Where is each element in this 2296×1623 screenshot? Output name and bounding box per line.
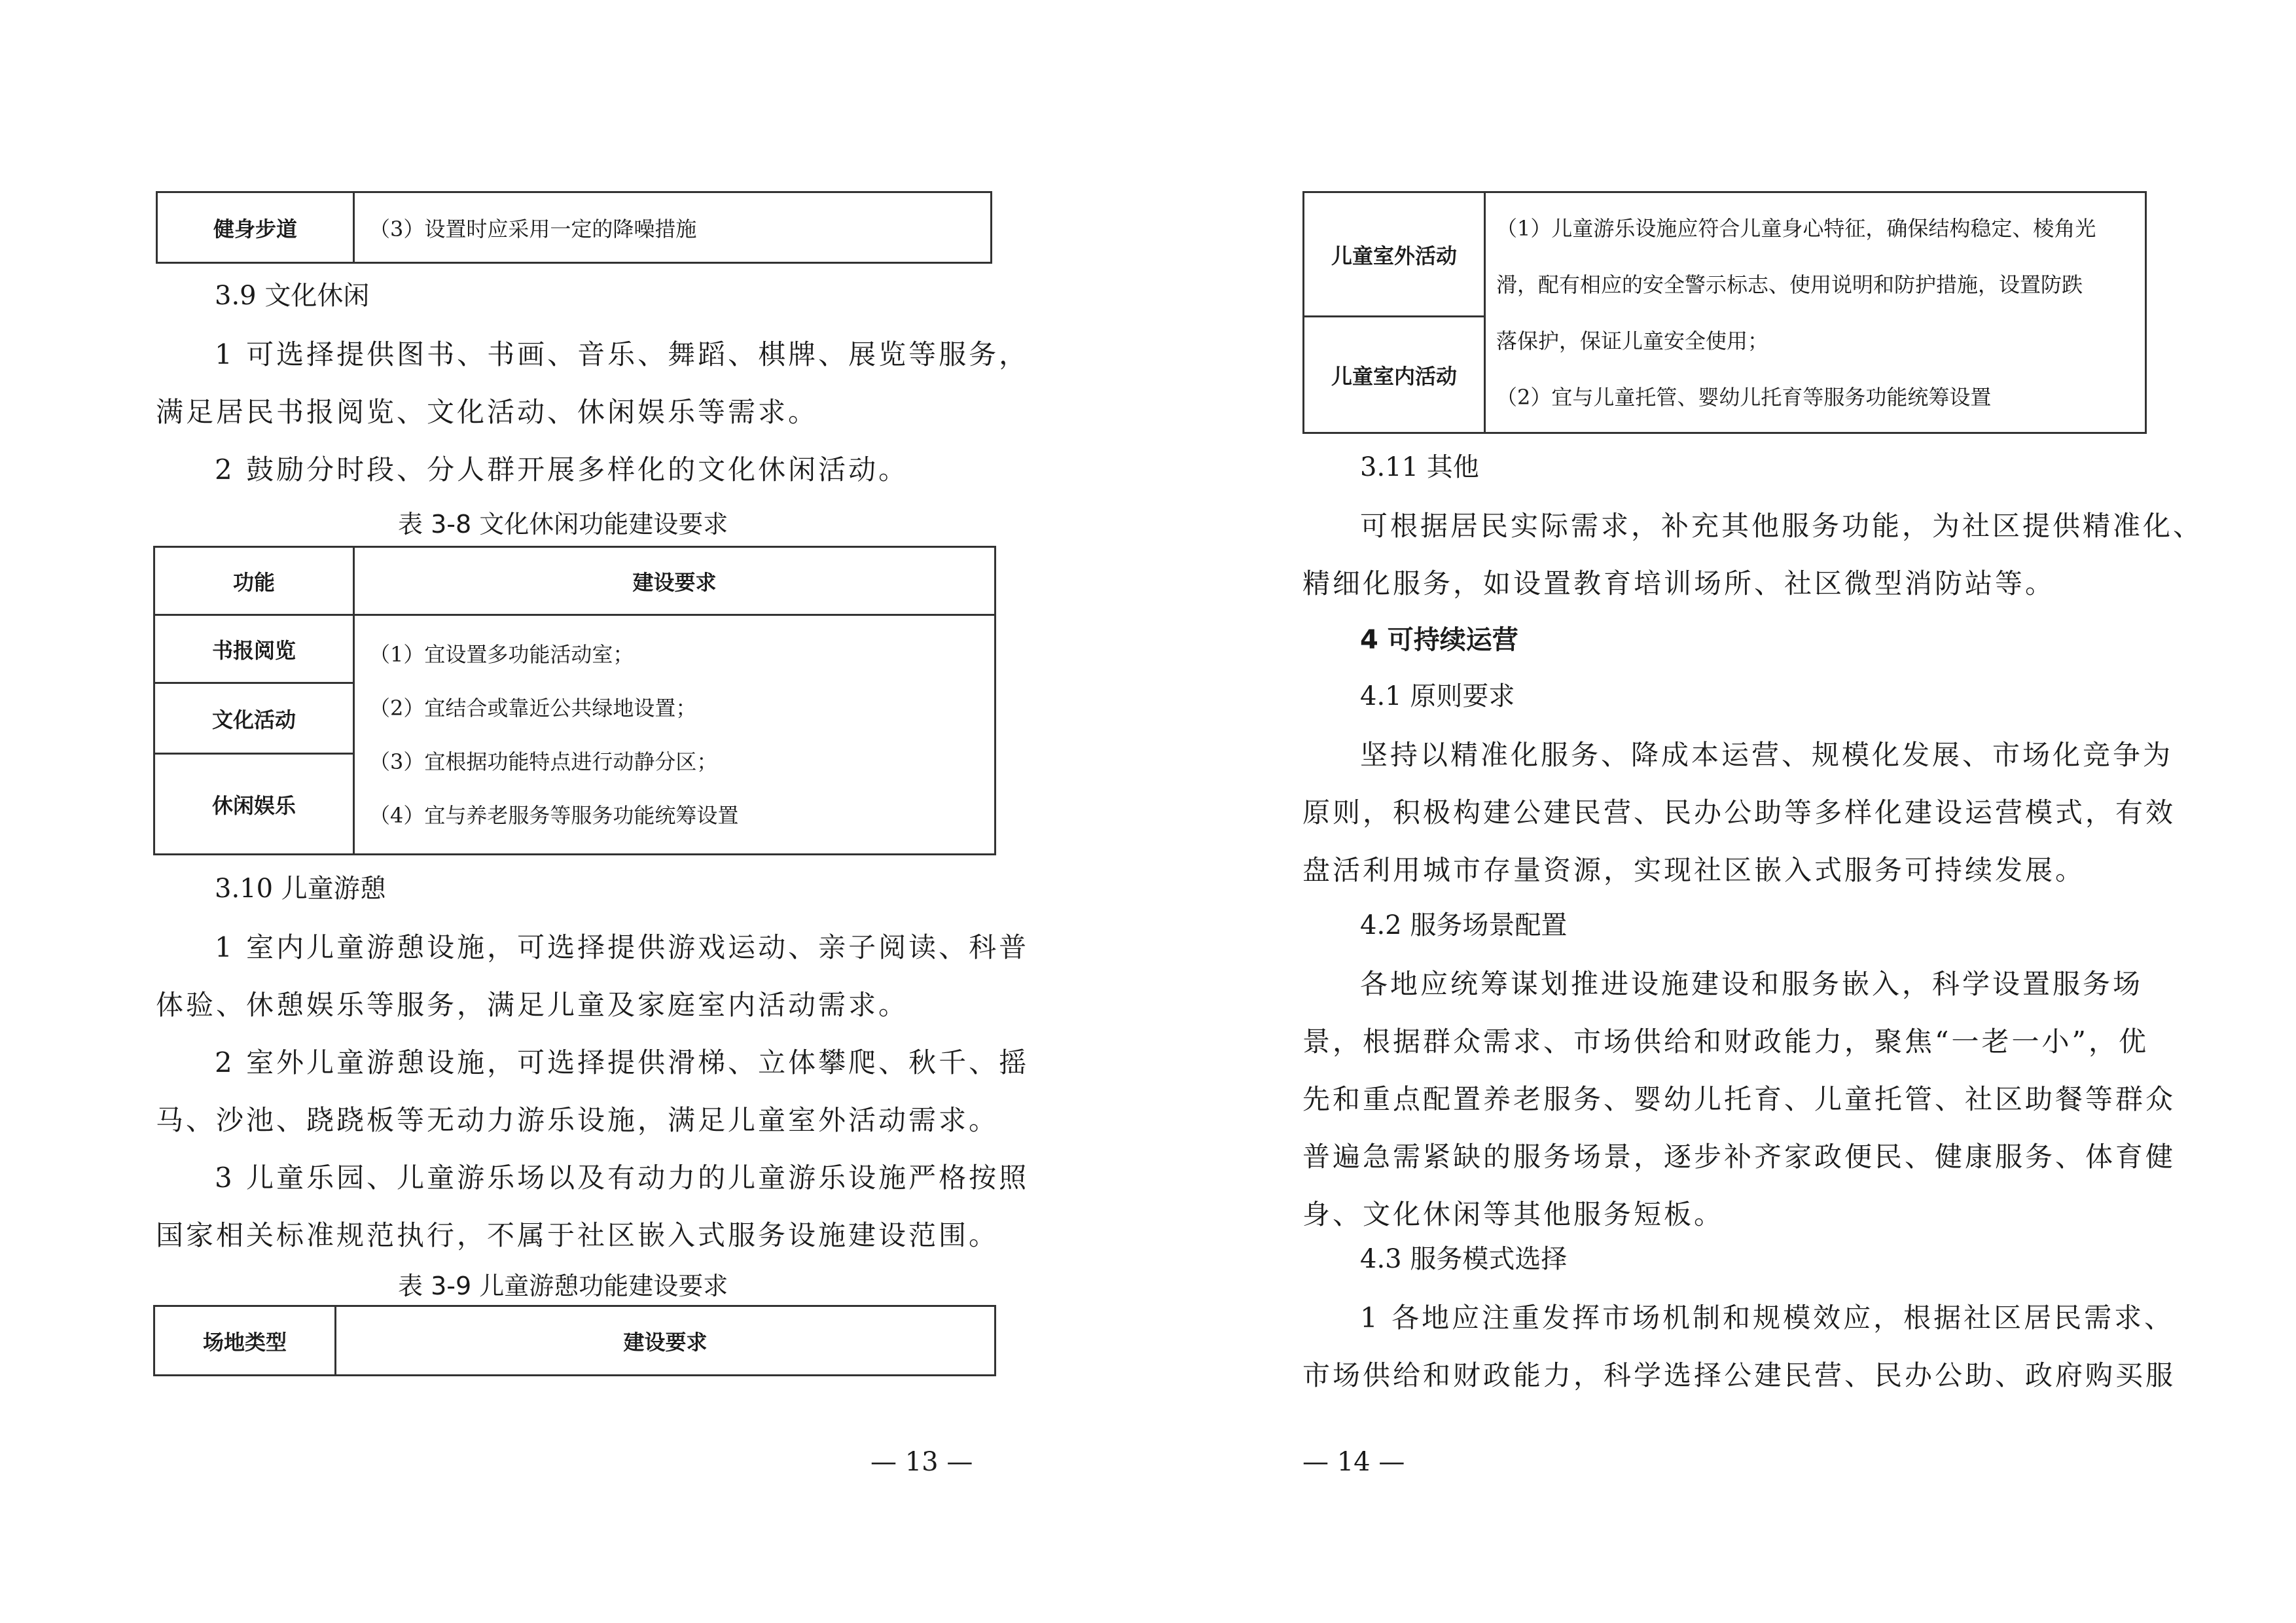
text-line: 3 儿童乐园、儿童游乐场以及有动力的儿童游乐设施严格按照 [215,1162,1030,1194]
text-line: 普遍急需紧缺的服务场景，逐步补齐家政便民、健康服务、体育健 [1302,1141,2176,1173]
text-line: 马、沙池、跷跷板等无动力游乐设施，满足儿童室外活动需求。 [156,1104,999,1136]
paragraph-4-3 [1360,1289,2174,1347]
table-header-row [154,547,996,615]
paragraph-4-2-cont [1302,1013,2176,1243]
table-header-row [154,1306,996,1376]
paragraph-4-2 [1360,955,2143,1013]
requirement-line: 落保护，保证儿童安全使用； [1496,328,1769,353]
table-row [154,615,996,683]
text-line: 1 各地应注重发挥市场机制和规模效应，根据社区居民需求、 [1360,1302,2175,1334]
text-line: 精细化服务，如设置教育培训场所、社区微型消防站等。 [1302,567,2056,599]
header-requirement: 建设要求 [354,547,996,615]
paragraph-4-3-cont [1302,1347,2176,1404]
header-site-type: 场地类型 [154,1306,336,1376]
text-line: 原则，积极构建公建民营、民办公助等多样化建设运营模式，有效 [1302,796,2176,829]
function-cell: 儿童室内活动 [1304,317,1485,433]
fitness-trail-table [156,191,992,264]
header-function: 功能 [154,547,354,615]
requirement-line: （2）宜与儿童托管、婴幼儿托育等服务功能统筹设置 [1496,384,1992,410]
section-heading-4-2: 4.2 服务场景配置 [1360,910,1568,940]
text-line: 景，根据群众需求、市场供给和财政能力，聚焦“一老一小”，优 [1302,1026,2149,1058]
paragraph-4-1 [1360,726,2173,784]
section-heading-3-10: 3.10 儿童游憩 [215,874,386,904]
paragraph-3-9-1-cont [156,383,818,441]
section-heading-3-9: 3.9 文化休闲 [215,281,370,311]
paragraph-3-10-1 [215,919,1029,976]
table-3-9 [153,1305,996,1376]
table-3-8 [153,546,996,855]
requirement-item: （4）宜与养老服务等服务功能统筹设置 [369,802,739,828]
requirements-cell [354,615,996,855]
paragraph-3-9-2 [215,441,908,499]
text-line: 市场供给和财政能力，科学选择公建民营、民办公助、政府购买服 [1302,1359,2176,1391]
requirement-line: （1）儿童游乐设施应符合儿童身心特征，确保结构稳定、棱角光 [1496,215,2096,241]
text-line: 身、文化休闲等其他服务短板。 [1302,1198,1725,1230]
page-number: — 13 — [870,1447,973,1477]
function-cell: 文化活动 [154,683,354,754]
paragraph-3-11-cont [1302,555,2055,613]
paragraph-3-11 [1360,497,2203,555]
requirements-cell [1485,192,2146,433]
page-number: — 14 — [1302,1447,1405,1477]
function-cell: 休闲娱乐 [154,754,354,855]
text-line: 体验、休憩娱乐等服务，满足儿童及家庭室内活动需求。 [156,989,909,1021]
requirement-item: （1）宜设置多功能活动室； [369,641,634,667]
text-line: 各地应统筹谋划推进设施建设和服务嵌入，科学设置服务场 [1360,968,2144,1000]
text-line: 国家相关标准规范执行，不属于社区嵌入式服务设施建设范围。 [156,1219,999,1251]
text-line: 先和重点配置养老服务、婴幼儿托育、儿童托管、社区助餐等群众 [1302,1083,2176,1115]
text-line: 2 鼓励分时段、分人群开展多样化的文化休闲活动。 [215,454,909,486]
function-cell: 健身步道 [157,192,354,263]
text-line: 1 可选择提供图书、书画、音乐、舞蹈、棋牌、展览等服务， [215,338,1030,370]
children-activity-table [1302,191,2147,434]
requirement-line: 滑，配有相应的安全警示标志、使用说明和防护措施，设置防跌 [1496,272,2083,297]
text-line: 可根据居民实际需求，补充其他服务功能，为社区提供精准化、 [1360,510,2204,542]
requirement-cell: （3）设置时应采用一定的降噪措施 [354,192,992,263]
paragraph-3-10-1-cont [156,976,908,1034]
text-line: 1 室内儿童游憩设施，可选择提供游戏运动、亲子阅读、科普 [215,931,1030,963]
text-line: 盘活利用城市存量资源，实现社区嵌入式服务可持续发展。 [1302,854,2086,886]
section-heading-3-11: 3.11 其他 [1360,452,1479,482]
table-caption-3-8: 表 3-8 文化休闲功能建设要求 [398,510,728,539]
paragraph-3-10-3-cont [156,1207,999,1264]
header-requirement: 建设要求 [336,1306,996,1376]
text-line: 满足居民书报阅览、文化活动、休闲娱乐等需求。 [156,396,819,428]
table-row [1304,192,2146,317]
paragraph-3-10-3 [215,1149,1029,1207]
text-line: 2 室外儿童游憩设施，可选择提供滑梯、立体攀爬、秋千、摇 [215,1046,1030,1079]
section-heading-4-3: 4.3 服务模式选择 [1360,1244,1568,1274]
function-cell: 书报阅览 [154,615,354,683]
requirement-item: （3）宜根据功能特点进行动静分区； [369,749,718,774]
paragraph-4-1-cont [1302,784,2176,899]
section-heading-4: 4 可持续运营 [1360,625,1518,655]
text-line: 坚持以精准化服务、降成本运营、规模化发展、市场化竞争为 [1360,739,2174,771]
function-cell: 儿童室外活动 [1304,192,1485,317]
paragraph-3-10-2-cont [156,1092,999,1149]
section-heading-4-1: 4.1 原则要求 [1360,681,1515,711]
table-row [157,192,992,263]
table-caption-3-9: 表 3-9 儿童游憩功能建设要求 [398,1272,728,1300]
right-page [1148,0,2296,1623]
paragraph-3-10-2 [215,1034,1029,1092]
requirement-item: （2）宜结合或靠近公共绿地设置； [369,695,697,721]
paragraph-3-9-1 [215,326,1029,383]
